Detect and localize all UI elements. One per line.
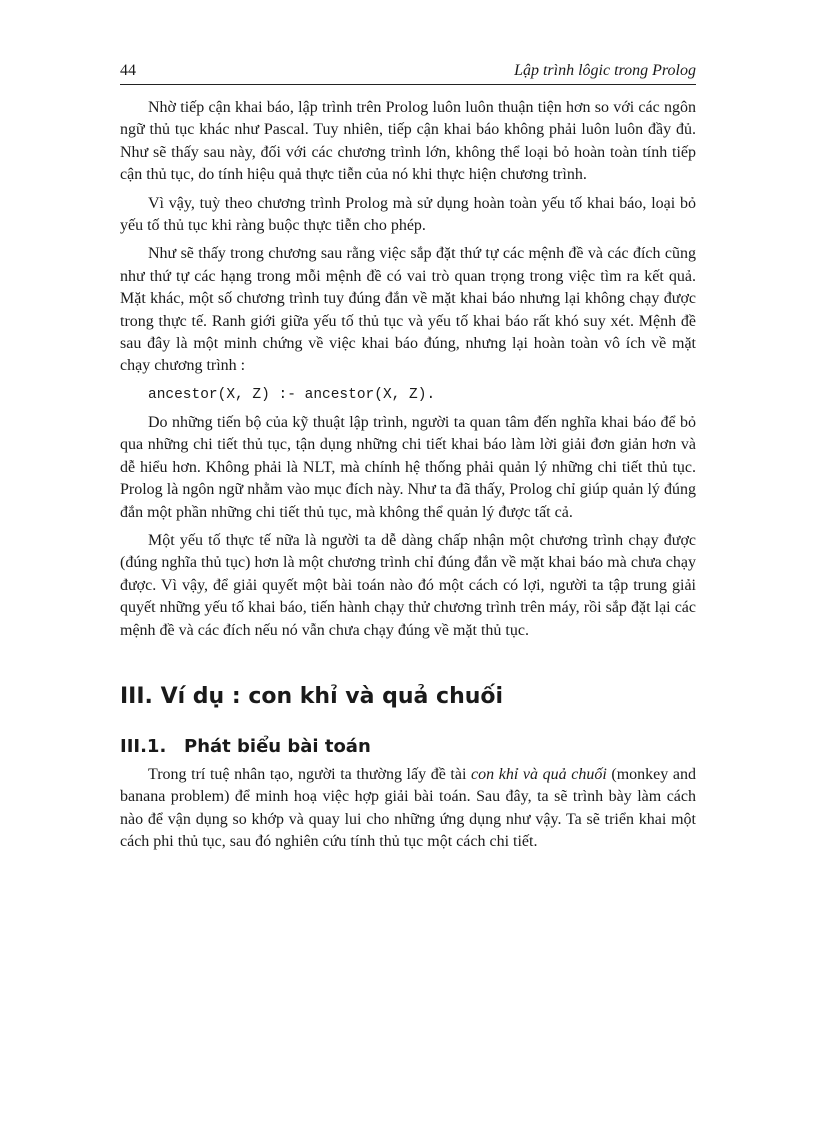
- paragraph: Một yếu tố thực tế nữa là người ta dễ dàng chấp nhận một chương trình chạy được (đúng nghĩa thủ tục) hơn là một chương trình chỉ đúng đắn về mặt khai báo mà chưa chạy được. Vì vậy, để giải quyết một bài toán nào đó một cách có lợi, người ta tập trung giải quyết những yếu tố khai báo, tiến hành chạy thử chương trình trên máy, rồi sắp đặt lại các mệnh đề và các đích nếu nó vẫn chưa chạy đúng về mặt thủ tục.: [120, 531, 696, 639]
- page-number: 44: [120, 62, 136, 79]
- paragraph: Do những tiến bộ của kỹ thuật lập trình, người ta quan tâm đến nghĩa khai báo để bỏ qua những chi tiết thủ tục, tận dụng những chi tiết khai báo làm lời giải đơn giản hơn và dễ hiểu hơn. Không phải là NLT, mà chính hệ thống phải quản lý những chi tiết thủ tục. Prolog là ngôn ngữ nhằm vào mục đích này. Như ta đã thấy, Prolog chỉ giúp quản lý đúng đắn một phần những chi tiết thủ tục, mà không thể quản lý được tất cả.: [120, 413, 696, 521]
- italic-term: con khỉ và quả chuối: [471, 765, 607, 783]
- paragraph: Như sẽ thấy trong chương sau rằng việc sắp đặt thứ tự các mệnh đề và các đích cũng như thứ tự các hạng trong mỗi mệnh đề có vai trò quan trọng trong việc tìm ra kết quả. Mặt khác, một số chương trình tuy đúng đắn về mặt khai báo nhưng lại không chạy được trong thực tế. Ranh giới giữa yếu tố thủ tục và yếu tố khai báo rất khó suy xét. Mệnh đề sau đây là một minh chứng về việc khai báo đúng, nhưng lại hoàn toàn vô ích về mặt chạy chương trình :: [120, 245, 696, 375]
- subsection-heading: [120, 734, 696, 760]
- running-title: Lập trình lôgic trong Prolog: [514, 62, 696, 79]
- paragraph: [120, 764, 696, 854]
- paragraph: Nhờ tiếp cận khai báo, lập trình trên Prolog luôn luôn thuận tiện hơn so với các ngôn ngữ thủ tục khác như Pascal. Tuy nhiên, tiếp cận khai báo không phải luôn luôn đầy đủ. Như sẽ thấy sau này, đối với các chương trình lớn, không thể loại bỏ hoàn toàn tính tiếp cận thủ tục, do tính hiệu quả thực tiễn của nó khi thực hiện chương trình.: [120, 99, 696, 184]
- subsection-title: Phát biểu bài toán: [184, 735, 371, 757]
- subsection-number: III.1.: [120, 735, 167, 757]
- code-example: ancestor(X, Z) :- ancestor(X, Z).: [148, 386, 436, 403]
- paragraph: Vì vậy, tuỳ theo chương trình Prolog mà sử dụng hoàn toàn yếu tố khai báo, loại bỏ yếu tố thủ tục khi ràng buộc thực tiễn cho phép.: [120, 194, 696, 235]
- page-header: [120, 58, 696, 85]
- book-page: [120, 58, 696, 860]
- paragraph-text: Trong trí tuệ nhân tạo, người ta thường lấy đề tài: [148, 765, 472, 783]
- paragraph-text: (monkey and banana problem) để minh hoạ việc hợp giải bài toán. Sau đây, ta sẽ trình bày làm cách nào để vận dụng so khớp và quay lui cho những ứng dụng như vậy. Ta sẽ triển khai một cách phi thủ tục, sau đó nghiên cứu tính thủ tục một cách chi tiết.: [120, 765, 696, 851]
- section-heading: III. Ví dụ : con khỉ và quả chuối: [120, 683, 504, 709]
